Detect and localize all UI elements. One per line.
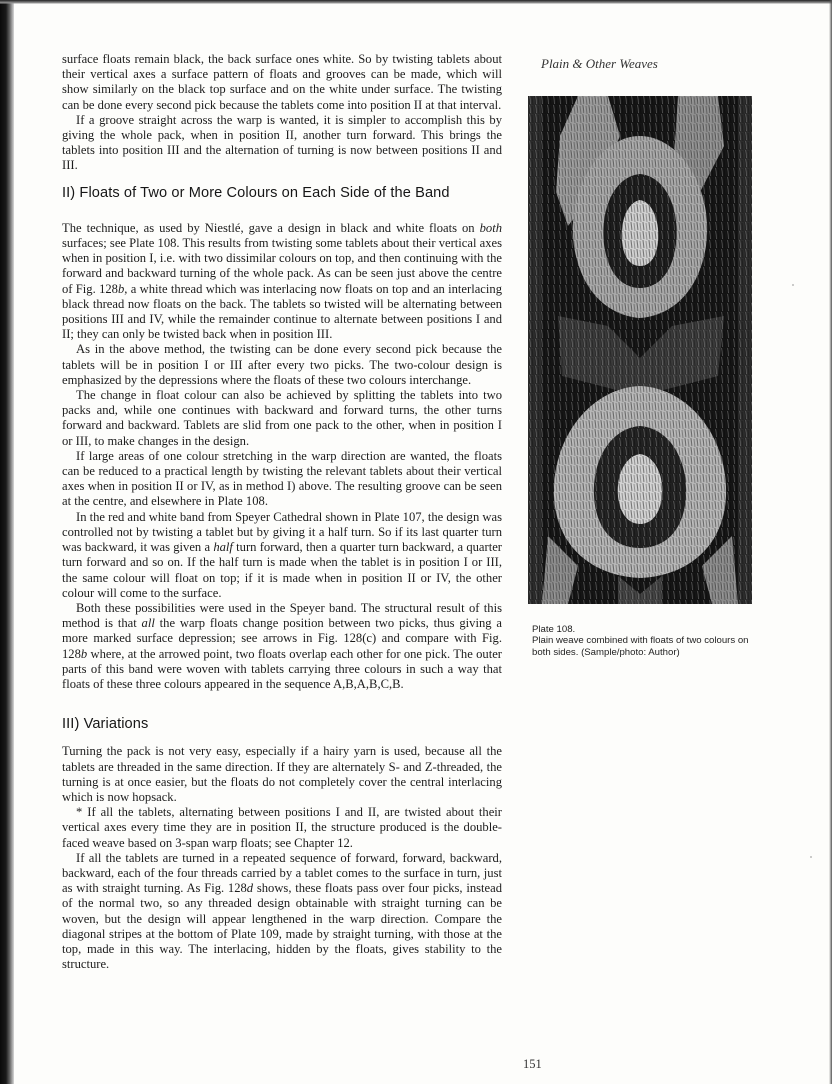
emphasis-text: both	[479, 220, 502, 235]
emphasis-text: b	[80, 646, 88, 661]
paragraph: As in the above method, the twisting can be done every second pick because the tablets will be in position I or III after every two picks. The two-colour design is emphasized by the depressions where the floats of these two colours interchange.	[62, 342, 502, 387]
caption-title: Plate 108.	[532, 624, 576, 635]
paragraph: If large areas of one colour stretching in the warp direction are wanted, the floats can be reduced to a practical length by twisting the relevant tablets about their vertical axes when in position II or IV, as in method I) above. The resulting groove can be seen at the centre, and elsewhere in Plate 108.	[62, 448, 502, 509]
caption-text: Plain weave combined with floats of two colours on both sides. (Sample/photo: Author)	[532, 635, 749, 658]
scan-shadow-left	[0, 0, 14, 1084]
emphasis-text: d	[246, 881, 254, 896]
plate-108-photo	[528, 96, 752, 604]
scan-shadow-top	[0, 0, 832, 4]
text-run: If all the tablets are turned in a repeated sequence of forward, forward, backward, backward, each of the four threads carried by a tablet comes to the surface in turn, just as with straight turning. As Fig. 128	[62, 850, 502, 896]
text-run: shows, these floats pass over four picks, instead of the normal two, so any threaded design obtainable with straight turning can be woven, but the design will appear lengthened in the warp direction. Compare the diagonal stripes at the bottom of Plate 109, made by straight turning, with those at the top, made in this way. The interlacing, hidden by the floats, gives stability to the structure.	[62, 881, 502, 972]
emphasis-text: b	[117, 281, 125, 296]
scan-speck	[792, 284, 794, 286]
paragraph: surface floats remain black, the back surface ones white. So by twisting tablets about their vertical axes a surface pattern of floats and grooves can be made, which will show similarly on the black top surface and on the white under surface. The twisting can be done every second pick because the tablets come into position II at that interval.	[62, 52, 502, 112]
text-run: surfaces; see Plate 108. This results from twisting some tablets about their vertical axes when in position I, i.e. with two dissimilar colours on top, and then continuing with the forward and backward turning of the whole pack. As can be seen just above the centre of Fig. 128	[62, 236, 502, 296]
text-run: , a white thread which was interlacing now floats on top and an interlacing black thread now floats on the back. The tablets so twisted will be alternating between positions III and IV, while the remainder continue to alternate between positions I and II; they can only be twisted back when in position III.	[62, 281, 502, 342]
section-heading-iii: III) Variations	[62, 716, 149, 733]
paragraph: The change in float colour can also be achieved by splitting the tablets into two packs and, while one continues with backward and forward turns, the other turns forward and backward. Tablets are slid from one pack to the other, when in position I or III, to make changes in the design.	[62, 388, 502, 448]
main-text-column	[62, 52, 502, 972]
text-run: turn forward, then a quarter turn backward, a quarter turn forward and so on. If the half turn is made when the tablet is in position I or III, the same colour will float on top; if it is made when in position II or IV, the other colour will come to the surface.	[62, 540, 502, 600]
page-number: 151	[523, 1057, 542, 1071]
paragraph	[62, 221, 502, 343]
paragraph	[62, 851, 502, 973]
emphasis-text: half	[213, 540, 233, 555]
paragraph: If a groove straight across the warp is wanted, it is simpler to accomplish this by giving the whole pack, when in position II, another turn forward. This brings the tablets into position III and the alternation of turning is now between positions II and III.	[62, 112, 502, 173]
text-run: Both these possibilities were used in the Speyer band. The structural result of this method is that	[62, 600, 502, 631]
scan-speck	[810, 856, 812, 858]
text-run: the warp floats change position between two picks, thus giving a more marked surface depression; see arrows in Fig. 128(c) and compare with Fig. 128	[62, 616, 502, 661]
paragraph	[62, 601, 502, 692]
emphasis-text: all	[141, 616, 155, 631]
plate-caption	[532, 624, 764, 658]
text-run: where, at the arrowed point, two floats overlap each other for one pick. The outer parts of this band were woven with tablets carrying three colours in such a way that floats of these three colours appeared in the sequence A,B,A,B,C,B.	[62, 646, 502, 691]
paragraph: * If all the tablets, alternating between positions I and II, are twisted about their vertical axes every time they are in position II, the structure produced is the double-faced weave based on 3-span warp floats; see Chapter 12.	[62, 805, 502, 850]
text-run: The technique, as used by Niestlé, gave a design in black and white floats on	[62, 220, 480, 235]
running-head: Plain & Other Weaves	[541, 56, 658, 71]
text-run: In the red and white band from Speyer Cathedral shown in Plate 107, the design was controlled not by twisting a tablet but by giving it a half turn. So if its last quarter turn was backward, it was given a	[62, 509, 502, 555]
section-heading-ii: II) Floats of Two or More Colours on Each Side of the Band	[62, 184, 450, 201]
paragraph	[62, 510, 502, 601]
paragraph: Turning the pack is not very easy, especially if a hairy yarn is used, because all the tablets are threaded in the same direction. If they are alternately S- and Z-threaded, the turning is at once easier, but the floats do not completely cover the central interlacing which is now hopsack.	[62, 744, 502, 804]
